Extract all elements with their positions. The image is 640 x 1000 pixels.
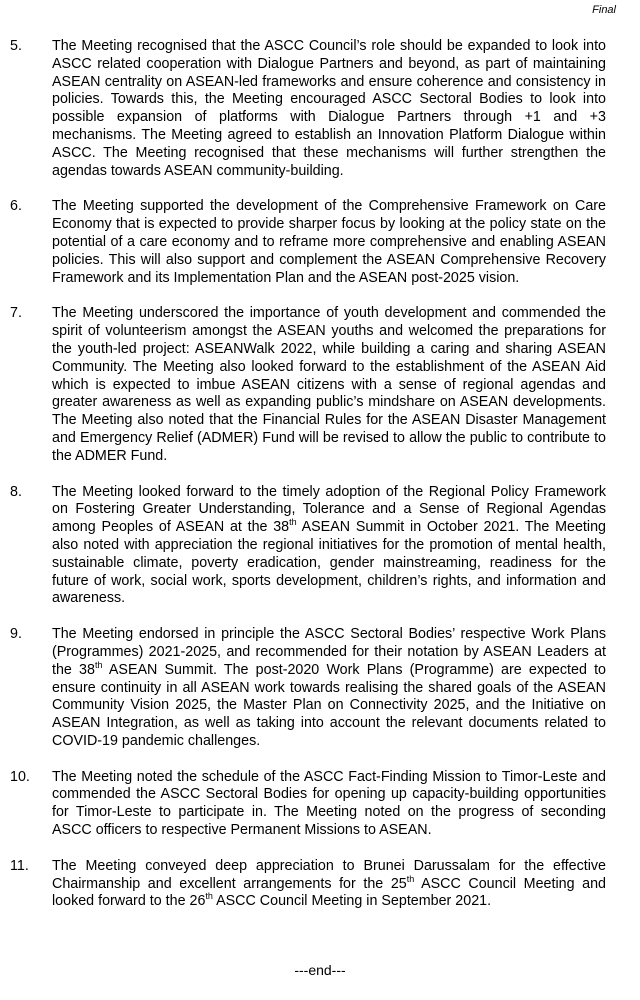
paragraph-text: The Meeting underscored the importance of youth development and commended the spirit of volunteerism amongst the ASEAN youths and welcomed the preparations for the youth-led project: ASEANWalk 2022, while building a caring and sharing ASEAN Community. The Meeting also looked forward to the establishment of the ASEAN Aid which is expected to imbue ASEAN citizens with a sense of regional agendas and greater awareness as well as expanding public’s mindshare on ASEAN developments. The Meeting also noted that the Financial Rules for the ASEAN Disaster Management and Emergency Relief (ADMER) Fund will be revised to allow the public to contribute to the ADMER Fund. <box>52 305 606 464</box>
paragraph-number: 5. <box>10 38 22 54</box>
paragraph-7 <box>10 305 606 465</box>
text-segment: ASEAN Summit in October 2021. The Meeting also noted with appreciation the regional initiatives for the promotion of mental health, sustainable climate, poverty eradication, gender mainstreaming, readiness for the future of work, social work, sports development, children’s rights, and information and awareness. <box>52 519 606 607</box>
paragraph-text <box>52 858 606 911</box>
paragraph-text: The Meeting supported the development of the Comprehensive Framework on Care Economy that is expected to provide sharper focus by looking at the policy state on the potential of a care economy and to reframe more comprehensive and enabling ASEAN policies. This will also support and complement the ASEAN Comprehensive Recovery Framework and its Implementation Plan and the ASEAN post-2025 vision. <box>52 198 606 286</box>
paragraph-5 <box>10 38 606 180</box>
paragraph-list <box>10 38 606 929</box>
text-segment: The Meeting endorsed in principle the ASCC Sectoral Bodies’ respective Work Plans (Programmes) 2021-2025, and recommended for their notation by ASEAN Leaders at the 38 <box>52 626 606 678</box>
paragraph-number: 7. <box>10 305 22 322</box>
paragraph-6 <box>10 198 606 287</box>
paragraph-text <box>52 484 606 609</box>
paragraph-10 <box>10 769 606 840</box>
paragraph-number: 8. <box>10 483 22 500</box>
paragraph-8 <box>10 484 606 609</box>
end-marker: ---end--- <box>294 962 346 978</box>
text-segment: The Meeting looked forward to the timely adoption of the Regional Policy Framework on Fostering Greater Understanding, Tolerance and a Sense of Regional Agendas among Peoples of ASEAN at the 38 <box>52 483 606 536</box>
paragraph-number: 6. <box>10 198 22 215</box>
paragraph-text <box>52 626 606 751</box>
paragraph-text: The Meeting noted the schedule of the ASCC Fact-Finding Mission to Timor-Leste and commended the ASCC Sectoral Bodies for opening up capacity-building opportunities for Timor-Leste to participate in. The Meeting noted on the progress of seconding ASCC officers to respective Permanent Missions to ASEAN. <box>52 768 606 839</box>
text-segment: ASCC Council Meeting in September 2021. <box>212 893 492 910</box>
paragraph-number: 9. <box>10 626 22 643</box>
text-segment: ASEAN Summit. The post-2020 Work Plans (Programme) are expected to ensure continuity in all ASEAN work towards realising the shared goals of the ASEAN Community Vision 2025, the Master Plan on Connectivity 2025, and the Initiative on ASEAN Integration, as well as taking into account the relevant documents related to COVID-19 pandemic challenges. <box>52 661 606 749</box>
ordinal-suffix: th <box>94 659 103 670</box>
ordinal-suffix: th <box>406 873 415 884</box>
paragraph-11 <box>10 858 606 911</box>
text-segment: ASCC Council Meeting and looked forward to the 26 <box>52 875 606 910</box>
paragraph-number: 10. <box>10 768 30 785</box>
ordinal-suffix: th <box>289 517 297 528</box>
paragraph-text: The Meeting recognised that the ASCC Council’s role should be expanded to look into ASCC related cooperation with Dialogue Partners and beyond, as part of maintaining ASEAN centrality on ASEAN-led frameworks and ensure coherence and consistency in policies. Towards this, the Meeting encouraged ASCC Sectoral Bodies to look into possible expansion of platforms with Dialogue Partners through +1 and +3 mechanisms. The Meeting agreed to establish an Innovation Platform Dialogue within ASCC. The Meeting recognised that these mechanisms will further strengthen the agendas towards ASEAN community-building. <box>52 38 606 179</box>
paragraph-9 <box>10 626 606 751</box>
final-label: Final <box>592 4 616 16</box>
paragraph-number: 11. <box>10 857 29 874</box>
ordinal-suffix: th <box>205 891 213 902</box>
text-segment: The Meeting conveyed deep appreciation to Brunei Darussalam for the effective Chairmanship and excellent arrangements for the 25 <box>52 857 606 892</box>
